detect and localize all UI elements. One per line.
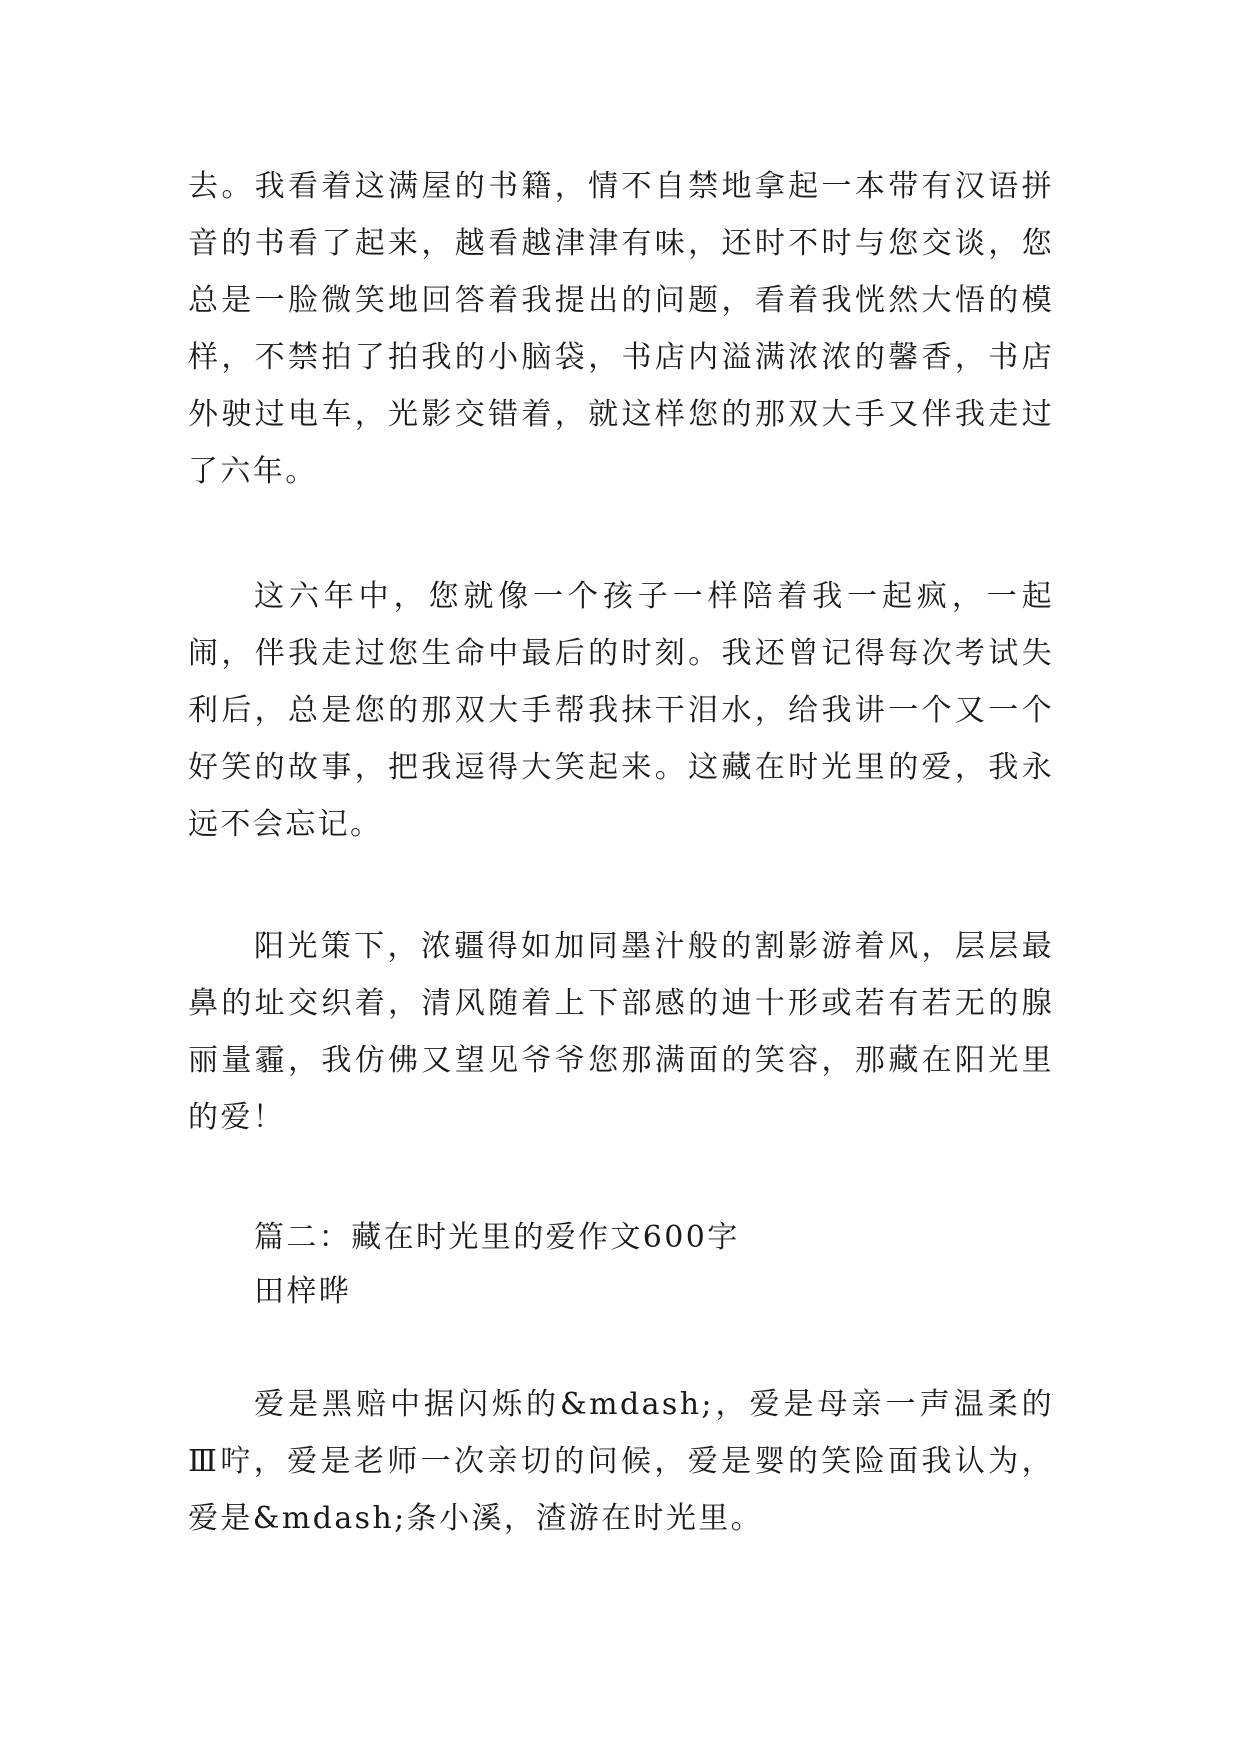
body-paragraph: 去。我看着这满屋的书籍，情不自禁地拿起一本带有汉语拼音的书看了起来，越看越津津有味，还时不时与您交谈，您总是一脸微笑地回答着我提出的问题，看着我恍然大悟的模样，不禁拍了拍我的小脑袋，书店内溢满浓浓的馨香，书店外驶过电车，光影交错着，就这样您的那双大手又伴我走过了六年。: [188, 169, 1054, 489]
section-heading: 篇二：藏在时光里的爱作文600字: [254, 1220, 740, 1255]
body-paragraph: 爱是黑赔中据闪烁的&mdash;，爱是母亲一声温柔的Ⅲ咛，爱是老师一次亲切的问候，爱是婴的笑险面我认为，爱是&mdash;条小溪，渣游在时光里。: [188, 1387, 1054, 1536]
author-name: 田梓晔: [254, 1274, 352, 1309]
body-paragraph: 阳光策下，浓疆得如加同墨汁般的割影游着风，层层最鼻的址交织着，清风随着上下部感的迪十形或若有若无的腺丽量霾，我仿佛又望见爷爷您那满面的笑容，那藏在阳光里的爱！: [188, 929, 1054, 1135]
body-paragraph: 这六年中，您就像一个孩子一样陪着我一起疯，一起闹，伴我走过您生命中最后的时刻。我还曾记得每次考试失利后，总是您的那双大手帮我抹干泪水，给我讲一个又一个好笑的故事，把我逗得大笑起来。这藏在时光里的爱，我永远不会忘记。: [188, 579, 1054, 842]
